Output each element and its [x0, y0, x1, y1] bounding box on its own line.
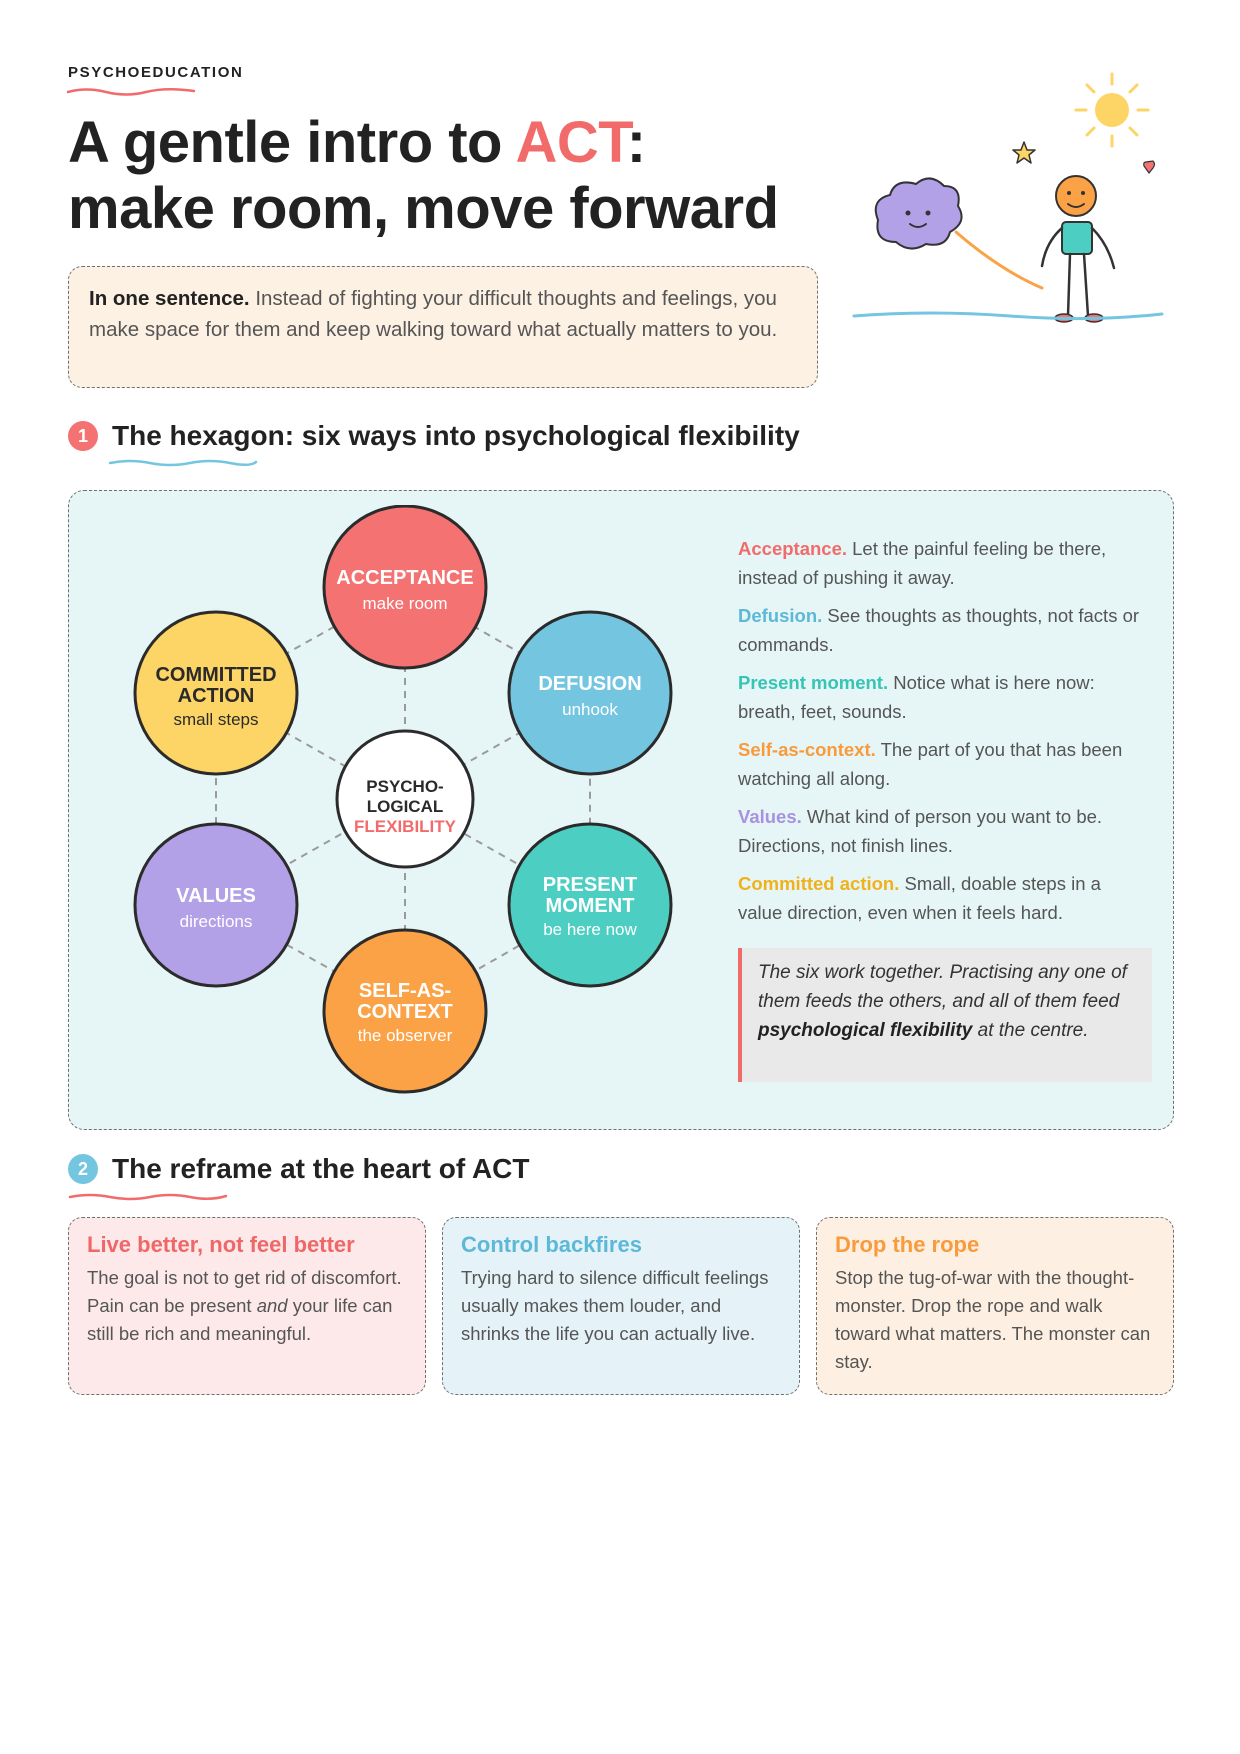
node-self-label-1: SELF-AS- — [358, 980, 452, 1002]
person-icon — [1042, 176, 1114, 322]
node-committed-action — [135, 612, 297, 774]
definition-term: Present moment. — [738, 672, 889, 693]
section-2-underline — [68, 1192, 228, 1202]
section-2-number: 2 — [68, 1154, 98, 1184]
section-1-title: The hexagon: six ways into psychological flexibility — [112, 420, 800, 451]
definition-term: Acceptance. — [738, 538, 847, 559]
intro-lead: In one sentence. — [89, 287, 250, 310]
center-label-1: PSYCHO- — [366, 777, 444, 796]
section-2-title: The reframe at the heart of ACT — [112, 1153, 530, 1184]
card-title: Live better, not feel better — [87, 1232, 355, 1257]
page-title — [68, 110, 779, 242]
quote-text-before: The six work together. Practising any one of them feeds the others, and all of them feed — [758, 962, 1127, 1012]
node-present-moment — [509, 824, 671, 986]
card-text: Stop the tug-of-war with the thought-monster. Drop the rope and walk toward what matters. The monster can stay. — [835, 1267, 1151, 1372]
node-acceptance-label: ACCEPTANCE — [336, 567, 474, 589]
definition-present-moment — [738, 668, 1148, 726]
section-2-header — [68, 1153, 529, 1185]
node-defusion-label: DEFUSION — [538, 673, 642, 695]
node-defusion — [509, 612, 671, 774]
definition-term: Defusion. — [738, 605, 823, 626]
kicker-underline — [66, 86, 196, 96]
heart-icon — [1144, 161, 1155, 173]
node-self-sub: the observer — [357, 1026, 453, 1045]
section-1-underline — [108, 458, 258, 468]
title-line1-after: : — [626, 110, 646, 175]
definition-term: Committed action. — [738, 873, 900, 894]
card-text-part: your life can still be rich and meaningful. — [87, 1295, 393, 1344]
definitions-list — [738, 534, 1148, 936]
thought-monster-icon — [876, 178, 962, 248]
definition-values — [738, 802, 1148, 860]
definition-term: Self-as-context. — [738, 739, 876, 760]
definition-committed-action — [738, 869, 1148, 927]
node-values-label: VALUES — [176, 885, 256, 907]
header-illustration — [850, 60, 1170, 380]
card-text — [87, 1264, 407, 1348]
title-line2: make room, move forward — [68, 176, 779, 241]
ground-line — [854, 313, 1162, 319]
node-present-label-1: PRESENT — [542, 874, 638, 896]
node-center — [337, 731, 473, 867]
node-values-sub: directions — [179, 912, 253, 931]
node-present-label-2: MOMENT — [545, 895, 635, 917]
definition-defusion — [738, 601, 1148, 659]
node-committed-sub: small steps — [173, 710, 259, 729]
kicker: PSYCHOEDUCATION — [68, 64, 244, 81]
node-self-label-2: CONTEXT — [357, 1001, 453, 1023]
card-live-better — [68, 1217, 426, 1395]
intro-text: Instead of fighting your difficult thoughts and feelings, you make space for them and keep walking toward what actually matters to you. — [89, 287, 778, 341]
card-title: Drop the rope — [835, 1232, 980, 1257]
center-label-3: FLEXIBILITY — [354, 817, 456, 836]
card-text-part: The goal is not to get rid of discomfort. Pain can be present — [87, 1267, 402, 1316]
card-title: Control backfires — [461, 1232, 642, 1257]
quote-text-bold: psychological flexibility — [758, 1020, 973, 1041]
star-icon — [1013, 142, 1035, 163]
card-text-emphasis: and — [256, 1295, 288, 1316]
card-text: Trying hard to silence difficult feelings usually makes them louder, and shrinks the life you can actually live. — [461, 1267, 769, 1344]
definition-text: Let the painful feeling be there, instead of pushing it away. — [738, 538, 1107, 588]
definition-text: See thoughts as thoughts, not facts or commands. — [738, 605, 1140, 655]
definition-term: Values. — [738, 806, 802, 827]
node-acceptance — [324, 506, 486, 668]
title-line1-before: A gentle intro to — [68, 110, 516, 175]
node-self-as-context — [324, 930, 486, 1092]
sun-icon — [1076, 74, 1148, 146]
hexagon-diagram — [110, 505, 700, 1125]
card-control-backfires — [442, 1217, 800, 1395]
section-1-number: 1 — [68, 421, 98, 451]
definition-text: Small, doable steps in a value direction, even when it feels hard. — [738, 873, 1101, 923]
node-present-sub: be here now — [543, 920, 637, 939]
definition-self-as-context — [738, 735, 1148, 793]
node-values — [135, 824, 297, 986]
definition-text: The part of you that has been watching all along. — [738, 739, 1123, 789]
definition-acceptance — [738, 534, 1148, 592]
callout-quote — [738, 948, 1152, 1082]
node-defusion-sub: unhook — [562, 700, 618, 719]
center-label-2: LOGICAL — [366, 797, 444, 816]
intro-box — [68, 266, 818, 388]
node-acceptance-sub: make room — [362, 594, 448, 613]
definition-text: What kind of person you want to be. Directions, not finish lines. — [738, 806, 1103, 856]
definition-text: Notice what is here now: breath, feet, sounds. — [738, 672, 1095, 722]
node-committed-label-1: COMMITTED — [155, 664, 277, 686]
node-committed-label-2: ACTION — [177, 685, 255, 707]
rope — [956, 232, 1042, 288]
card-drop-the-rope — [816, 1217, 1174, 1395]
title-accent: ACT — [515, 110, 627, 175]
quote-text-after: at the centre. — [972, 1020, 1089, 1041]
section-1-header — [68, 420, 800, 452]
